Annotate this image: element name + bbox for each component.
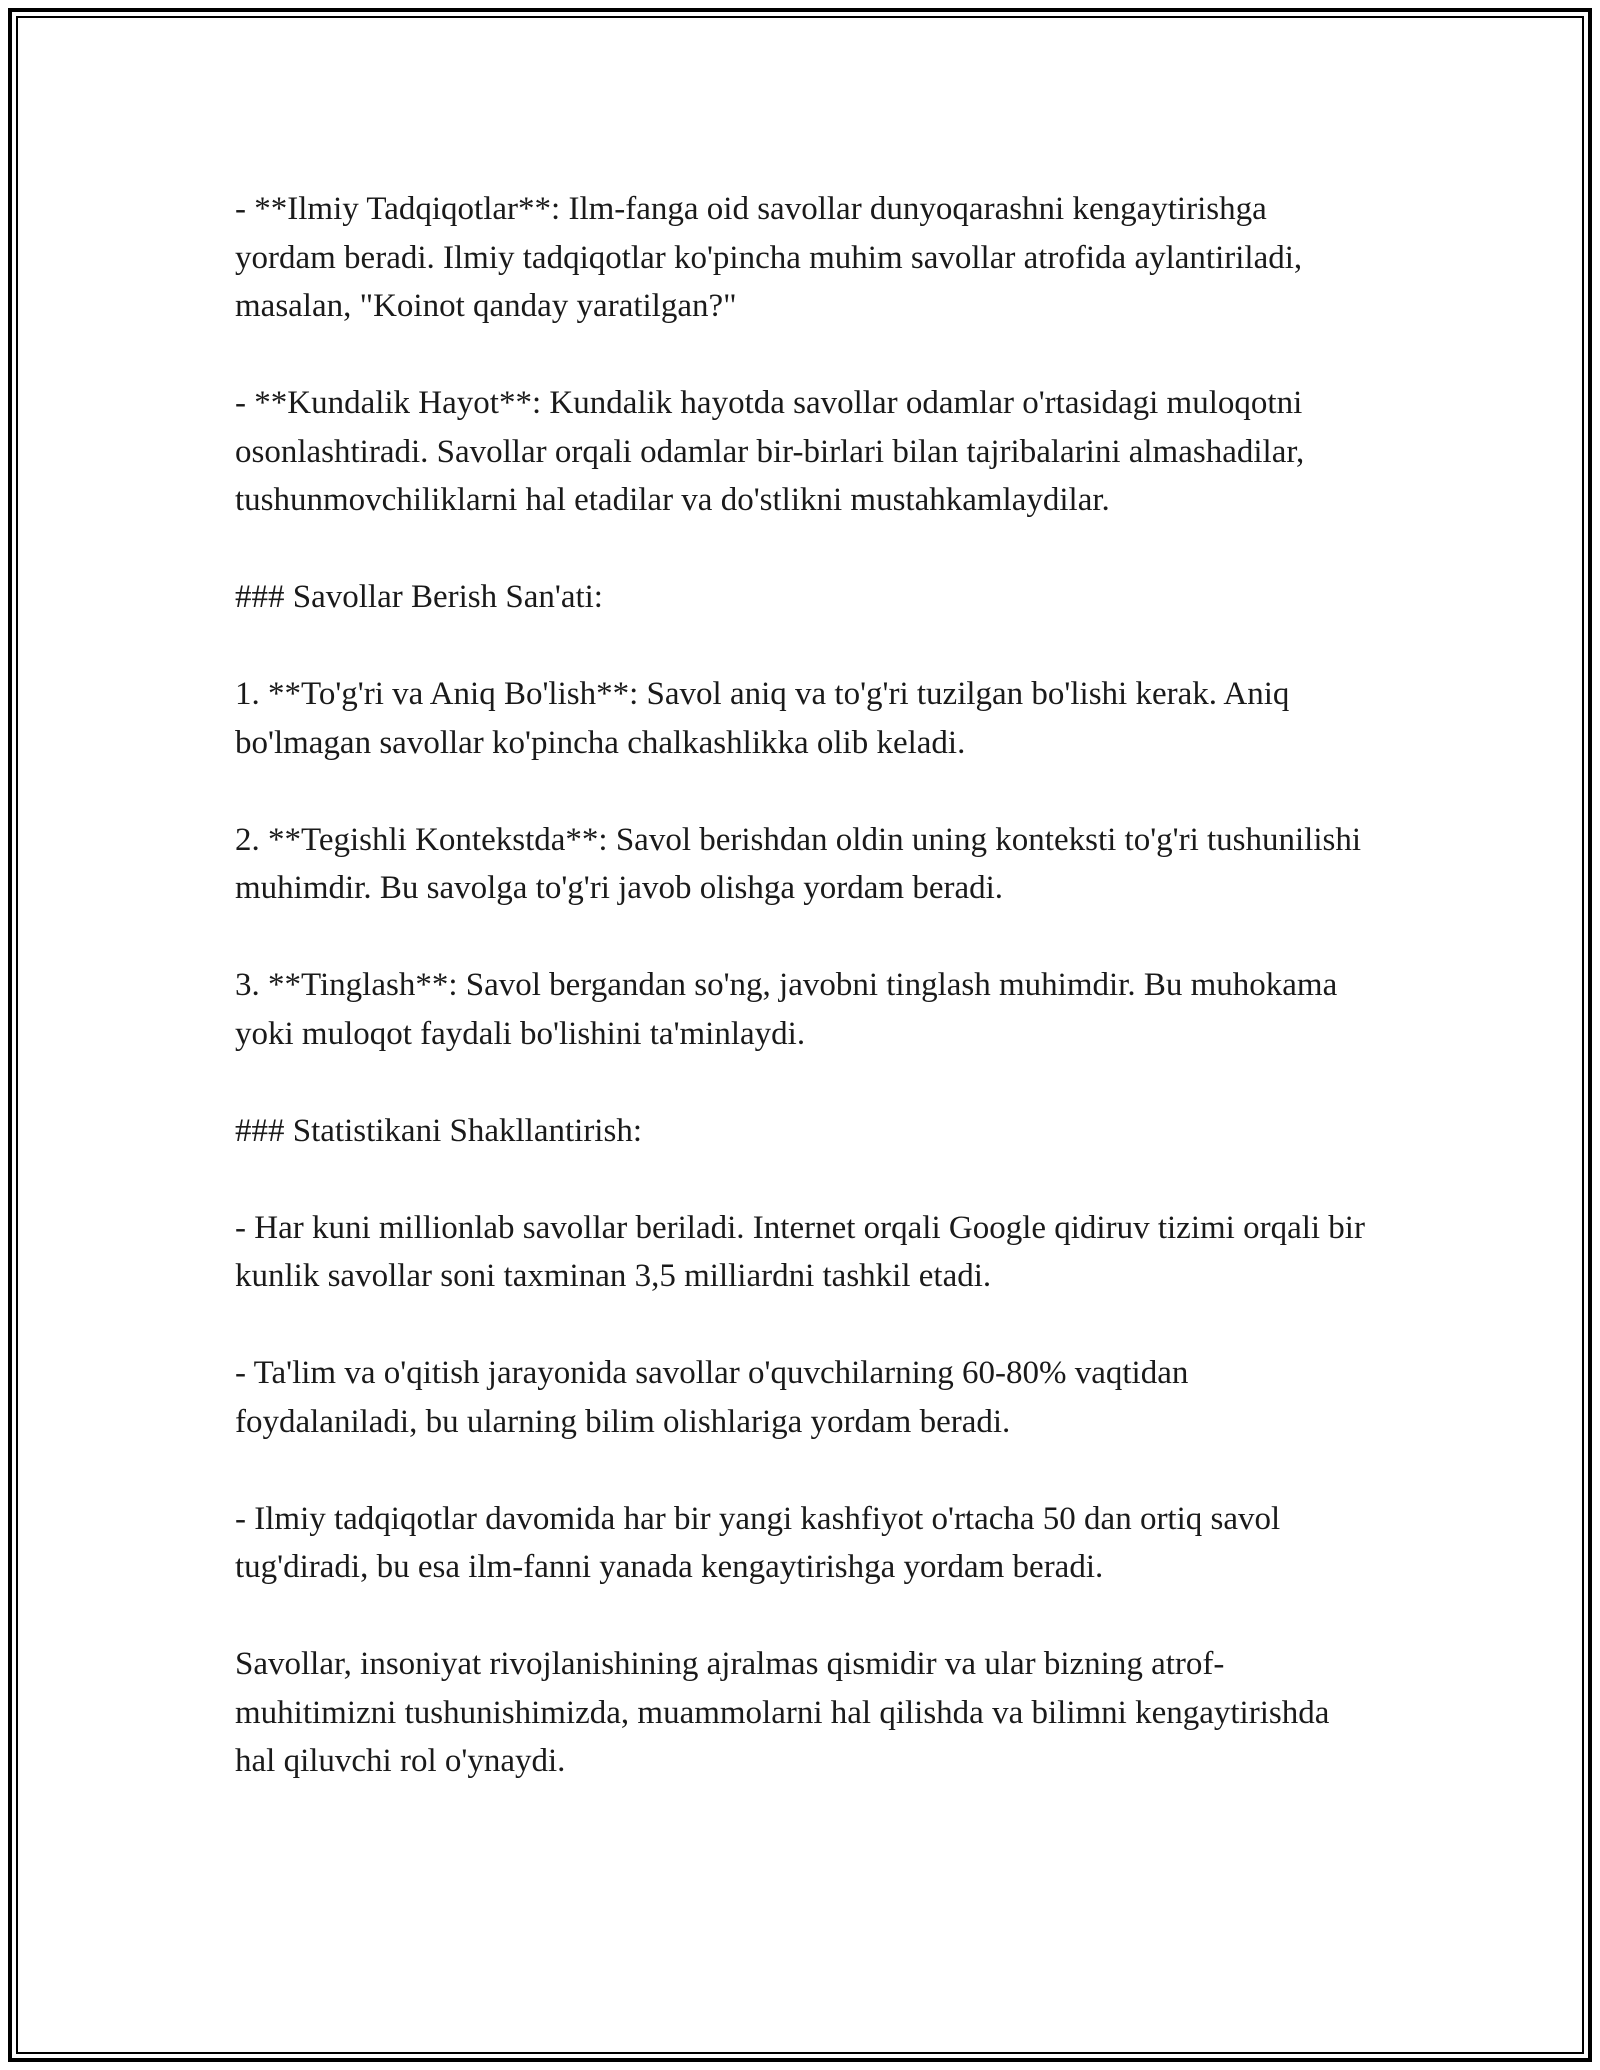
heading-statistika: ### Statistikani Shakllantirish: <box>235 1112 642 1149</box>
list-item-1: 1. **To'g'ri va Aniq Bo'lish**: Savol aniq va to'g'ri tuzilgan bo'lishi kerak. Aniq bo'lmagan savollar ko'pincha chalkashlikka olib keladi. <box>235 676 1290 761</box>
conclusion-paragraph: Savollar, insoniyat rivojlanishining ajralmas qismidir va ular bizning atrof-muhitimizni tushunishimizda, muammolarni hal qilishda va bilimni kengaytirishda hal qiluvchi rol o'ynaydi. <box>235 1646 1330 1779</box>
stat-item-1: - Har kuni millionlab savollar beriladi. Internet orqali Google qidiruv tizimi orqali bir kunlik savollar soni taxminan 3,5 milliardni tashkil etadi. <box>235 1209 1365 1294</box>
list-item-3: 3. **Tinglash**: Savol bergandan so'ng, javobni tinglash muhimdir. Bu muhokama yoki muloqot faydali bo'lishini ta'minlaydi. <box>235 967 1338 1052</box>
document-body <box>235 185 1365 1786</box>
paragraph-ilmiy-tadqiqotlar: - **Ilmiy Tadqiqotlar**: Ilm-fanga oid savollar dunyoqarashni kengaytirishga yordam beradi. Ilmiy tadqiqotlar ko'pincha muhim savollar atrofida aylantiriladi, masalan, "Koinot qanday yaratilgan?" <box>235 191 1303 324</box>
stat-item-2: - Ta'lim va o'qitish jarayonida savollar o'quvchilarning 60-80% vaqtidan foydalaniladi, bu ularning bilim olishlariga yordam beradi. <box>235 1355 1189 1440</box>
list-item-2: 2. **Tegishli Kontekstda**: Savol berishdan oldin uning konteksti to'g'ri tushunilishi muhimdir. Bu savolga to'g'ri javob olishga yordam beradi. <box>235 821 1362 906</box>
paragraph-kundalik-hayot: - **Kundalik Hayot**: Kundalik hayotda savollar odamlar o'rtasidagi muloqotni osonlashtiradi. Savollar orqali odamlar bir-birlari bilan tajribalarini almashadilar, tushunmovchiliklarni hal etadilar va do'stlikni mustahkamlaydilar. <box>235 385 1305 518</box>
stat-item-3: - Ilmiy tadqiqotlar davomida har bir yangi kashfiyot o'rtacha 50 dan ortiq savol tug'diradi, bu esa ilm-fanni yanada kengaytirishga yordam beradi. <box>235 1500 1281 1585</box>
heading-savollar-berish: ### Savollar Berish San'ati: <box>235 579 603 615</box>
